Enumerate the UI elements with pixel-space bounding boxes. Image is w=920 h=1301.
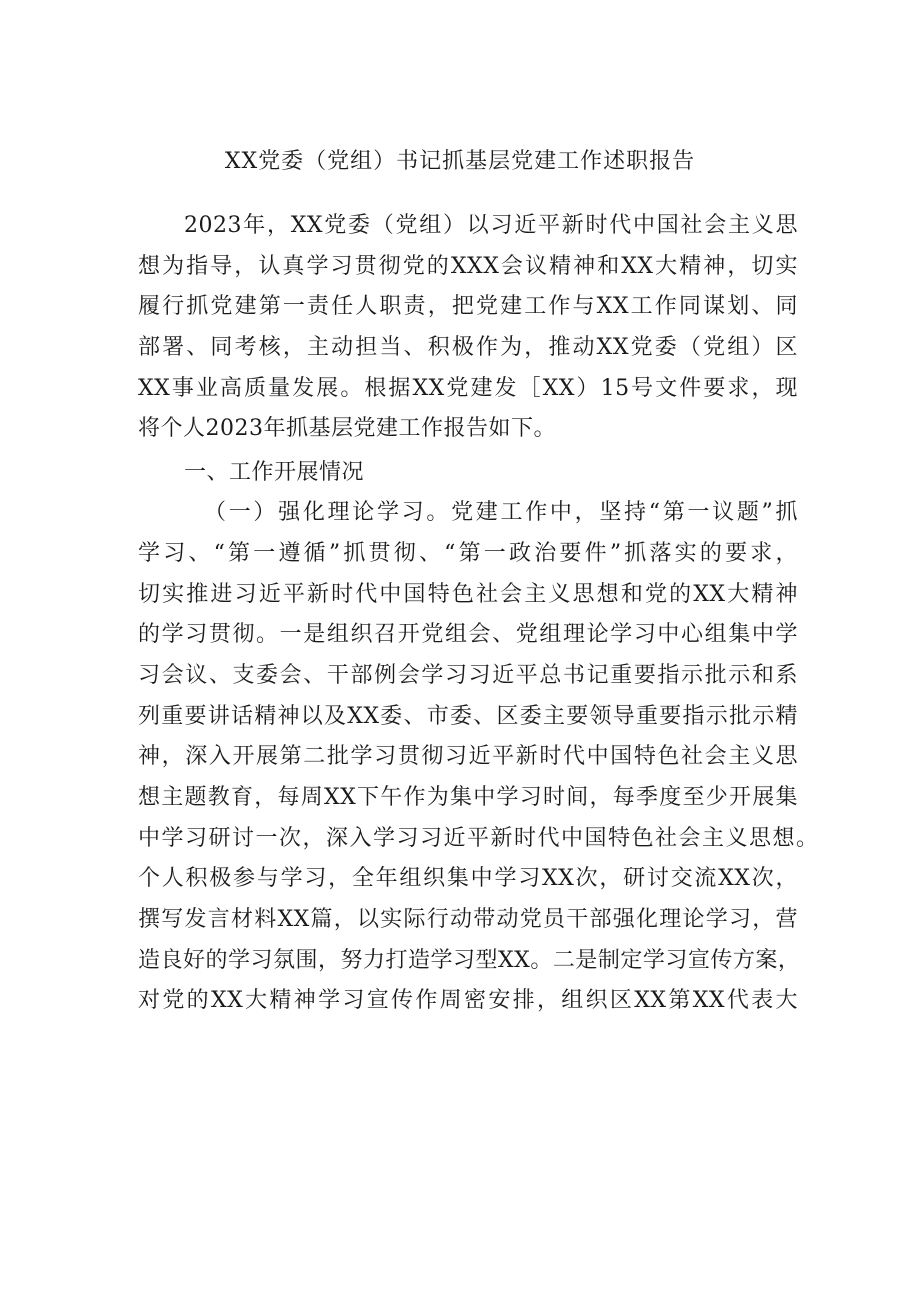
paragraph-line: 履行抓党建第一责任人职责，把党建工作与XX工作同谋划、同 — [138, 294, 798, 320]
paragraph-line: XX事业高质量发展。根据XX党建发［XX）15号文件要求，现 — [138, 375, 798, 401]
paragraph-line: 撰写发言材料XX篇，以实际行动带动党员干部强化理论学习，营 — [138, 906, 798, 932]
paragraph-line: 想为指导，认真学习贯彻党的XXX会议精神和XX大精神，切实 — [138, 253, 798, 279]
paragraph-line: 个人积极参与学习，全年组织集中学习XX次，研讨交流XX次， — [138, 866, 798, 892]
document-title: XX党委（党组）书记抓基层党建工作述职报告 — [224, 149, 696, 174]
paragraph-line: 想主题教育，每周XX下午作为集中学习时间，每季度至少开展集 — [138, 784, 798, 810]
document-body — [138, 206, 818, 1022]
paragraph-line: 将个人2023年抓基层党建工作报告如下。 — [138, 416, 556, 442]
paragraph-line: 学习、“第一遵循”抓贯彻、“第一政治要件”抓落实的要求， — [138, 541, 798, 567]
paragraph-line: 2023年，XX党委（党组）以习近平新时代中国社会主义思 — [184, 213, 798, 238]
paragraph-line: 列重要讲话精神以及XX委、市委、区委主要领导重要指示批示精 — [138, 703, 798, 729]
section-heading: 一、工作开展情况 — [184, 459, 365, 485]
paragraph-line: 切实推进习近平新时代中国特色社会主义思想和党的XX大精神 — [138, 581, 798, 607]
paragraph-line: 的学习贯彻。一是组织召开党组会、党组理论学习中心组集中学 — [138, 622, 798, 648]
paragraph-line: 部署、同考核，主动担当、积极作为，推动XX党委（党组）区 — [138, 334, 798, 360]
paragraph-line: 习会议、支委会、干部例会学习习近平总书记重要指示批示和系 — [138, 663, 798, 689]
paragraph-line: 神，深入开展第二批学习贯彻习近平新时代中国特色社会主义思 — [138, 744, 798, 770]
paragraph-line: 中学习研讨一次，深入学习习近平新时代中国特色社会主义思想。 — [138, 825, 818, 851]
paragraph-line: 造良好的学习氛围，努力打造学习型XX。二是制定学习宣传方案， — [138, 947, 801, 973]
paragraph-line: （一）强化理论学习。党建工作中，坚持“第一议题”抓 — [204, 500, 798, 526]
paragraph-line: 对党的XX大精神学习宣传作周密安排，组织区XX第XX代表大 — [138, 988, 798, 1014]
